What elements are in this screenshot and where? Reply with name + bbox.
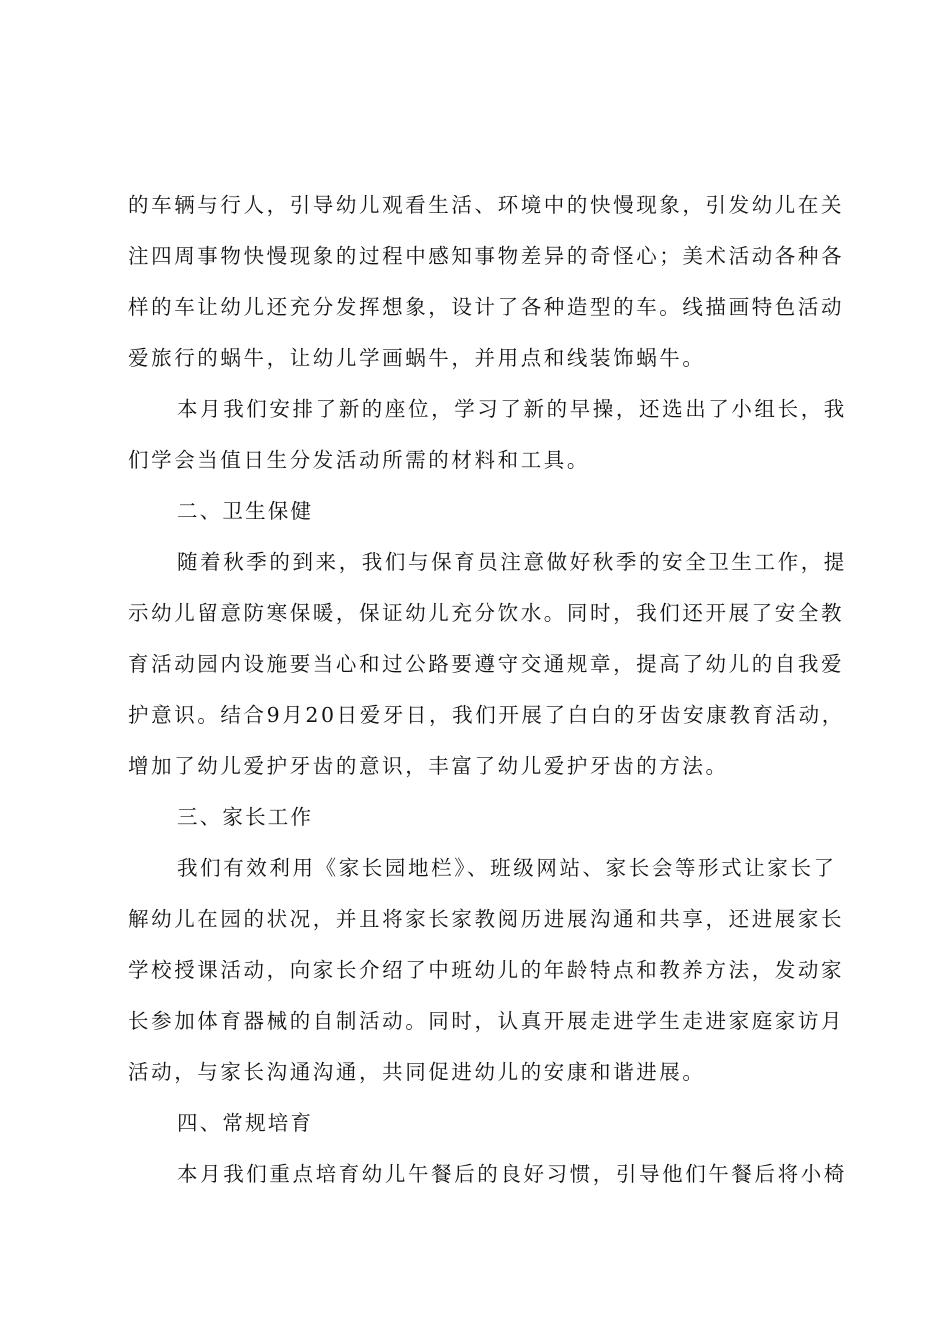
section-heading-routine: 四、常规培育 (177, 1111, 314, 1135)
paragraph-line: 育活动园内设施要当心和过公路要遵守交通规章，提高了幼儿的自我爱 (128, 652, 845, 676)
paragraph-line: 增加了幼儿爱护牙齿的意识，丰富了幼儿爱护牙齿的方法。 (128, 754, 729, 778)
paragraph-line: 长参加体育器械的自制活动。同时，认真开展走进学生走进家庭家访月 (128, 1009, 845, 1033)
paragraph-line: 本月我们重点培育幼儿午餐后的良好习惯，引导他们午餐后将小椅 (177, 1162, 847, 1186)
paragraph-line: 活动，与家长沟通沟通，共同促进幼儿的安康和谐进展。 (128, 1060, 706, 1084)
paragraph-line: 随着秋季的到来，我们与保育员注意做好秋季的安全卫生工作，提 (177, 550, 847, 574)
paragraph-line: 护意识。结合9月20日爱牙日，我们开展了白白的牙齿安康教育活动， (128, 703, 845, 727)
paragraph-line: 解幼儿在园的状况，并且将家长家教阅历进展沟通和共享，还进展家长 (128, 907, 845, 931)
paragraph-line: 我们有效利用《家长园地栏》、班级网站、家长会等形式让家长了 (177, 856, 837, 880)
paragraph-line: 本月我们安排了新的座位，学习了新的早操，还选出了小组长，我 (177, 397, 847, 421)
paragraph-line: 样的车让幼儿还充分发挥想象，设计了各种造型的车。线描画特色活动 (128, 295, 845, 319)
section-heading-parents: 三、家长工作 (177, 805, 314, 829)
section-heading-hygiene: 二、卫生保健 (177, 499, 314, 523)
paragraph-line: 们学会当值日生分发活动所需的材料和工具。 (128, 448, 590, 472)
paragraph-line: 注四周事物快慢现象的过程中感知事物差异的奇怪心；美术活动各种各 (128, 244, 845, 268)
paragraph-line: 的车辆与行人，引导幼儿观看生活、环境中的快慢现象，引发幼儿在关 (128, 193, 845, 217)
paragraph-line: 爱旅行的蜗牛，让幼儿学画蜗牛，并用点和线装饰蜗牛。 (128, 346, 706, 370)
paragraph-line: 学校授课活动，向家长介绍了中班幼儿的年龄特点和教养方法，发动家 (128, 958, 845, 982)
paragraph-line: 示幼儿留意防寒保暖，保证幼儿充分饮水。同时，我们还开展了安全教 (128, 601, 845, 625)
